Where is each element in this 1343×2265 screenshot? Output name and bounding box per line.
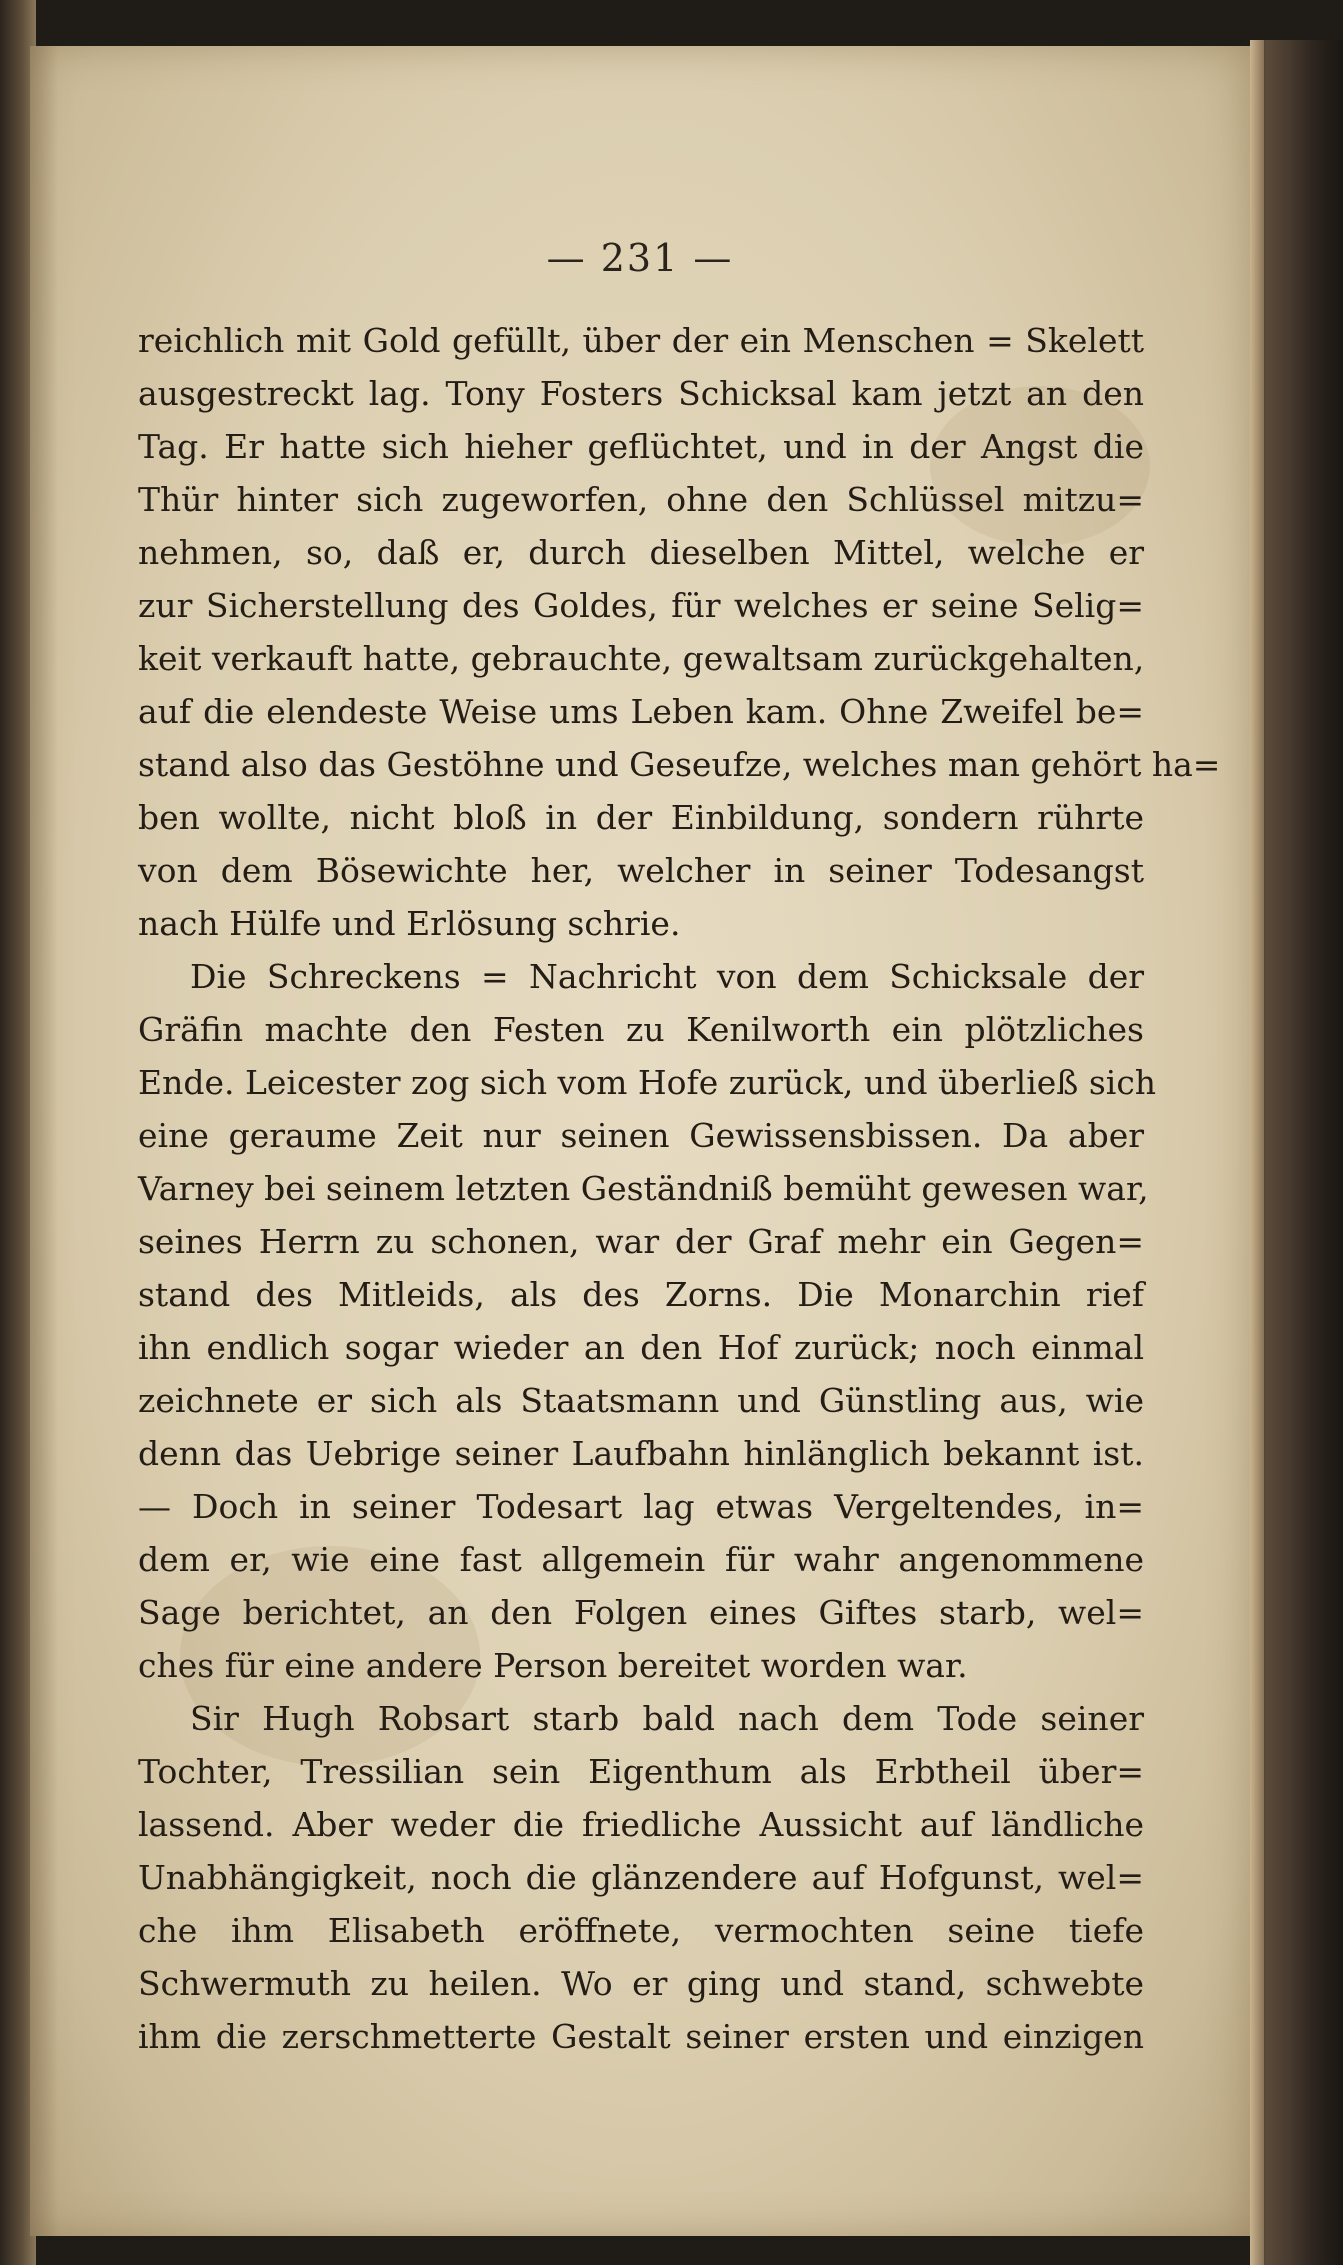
text-line: Tochter, Tressilian sein Eigenthum als Erbtheil über=	[138, 1752, 1144, 1791]
paragraph	[138, 950, 1157, 1692]
text-line: nehmen, so, daß er, durch dieselben Mittel, welche er	[138, 533, 1144, 572]
text-line: ches für eine andere Person bereitet worden war.	[138, 1646, 968, 1685]
text-line: Sage berichtet, an den Folgen eines Giftes starb, wel=	[138, 1593, 1144, 1632]
page-stack-edge	[1250, 40, 1264, 2265]
text-line: ben wollte, nicht bloß in der Einbildung, sondern rührte	[138, 798, 1144, 837]
text-line: denn das Uebrige seiner Laufbahn hinlänglich bekannt ist.	[138, 1434, 1144, 1473]
text-line: Die Schreckens = Nachricht von dem Schicksale der	[190, 957, 1144, 996]
book-page	[30, 46, 1250, 2236]
page-number: — 231 —	[546, 236, 734, 280]
text-line: Gräfin machte den Festen zu Kenilworth ein plötzliches	[138, 1010, 1144, 1049]
text-line: Tag. Er hatte sich hieher geflüchtet, und in der Angst die	[138, 427, 1144, 466]
text-line: ausgestreckt lag. Tony Fosters Schicksal kam jetzt an den	[138, 374, 1144, 413]
text-line: zeichnete er sich als Staatsmann und Günstling aus, wie	[138, 1381, 1144, 1420]
body-text	[138, 314, 1221, 2063]
text-line: seines Herrn zu schonen, war der Graf mehr ein Gegen=	[138, 1222, 1144, 1261]
text-line: zur Sicherstellung des Goldes, für welches er seine Selig=	[138, 586, 1144, 625]
text-line: stand also das Gestöhne und Geseufze, welches man gehört ha=	[138, 745, 1221, 784]
text-line: eine geraume Zeit nur seinen Gewissensbissen. Da aber	[138, 1116, 1144, 1155]
text-line: ihn endlich sogar wieder an den Hof zurück; noch einmal	[138, 1328, 1144, 1367]
text-line: reichlich mit Gold gefüllt, über der ein Menschen = Skelett	[138, 321, 1144, 360]
text-line: dem er, wie eine fast allgemein für wahr angenommene	[138, 1540, 1144, 1579]
text-line: auf die elendeste Weise ums Leben kam. Ohne Zweifel be=	[138, 692, 1144, 731]
text-line: nach Hülfe und Erlösung schrie.	[138, 904, 681, 943]
text-line: Unabhängigkeit, noch die glänzendere auf Hofgunst, wel=	[138, 1858, 1144, 1897]
text-line: von dem Bösewichte her, welcher in seiner Todesangst	[138, 851, 1144, 890]
text-line: che ihm Elisabeth eröffnete, vermochten seine tiefe	[138, 1911, 1144, 1950]
text-line: Ende. Leicester zog sich vom Hofe zurück, und überließ sich	[138, 1063, 1157, 1102]
text-line: Schwermuth zu heilen. Wo er ging und stand, schwebte	[138, 1964, 1144, 2003]
text-line: stand des Mitleids, als des Zorns. Die Monarchin rief	[138, 1275, 1144, 1314]
paragraph	[138, 1692, 1144, 2063]
text-line: ihm die zerschmetterte Gestalt seiner ersten und einzigen	[138, 2017, 1144, 2056]
paragraph	[138, 314, 1221, 950]
book-cover-edge	[1250, 40, 1343, 2265]
text-line: Sir Hugh Robsart starb bald nach dem Tode seiner	[190, 1699, 1144, 1738]
text-line: Varney bei seinem letzten Geständniß bemüht gewesen war,	[138, 1169, 1149, 1208]
text-line: lassend. Aber weder die friedliche Aussicht auf ländliche	[138, 1805, 1144, 1844]
text-line: keit verkauft hatte, gebrauchte, gewaltsam zurückgehalten,	[138, 639, 1145, 678]
text-line: — Doch in seiner Todesart lag etwas Vergeltendes, in=	[138, 1487, 1144, 1526]
text-line: Thür hinter sich zugeworfen, ohne den Schlüssel mitzu=	[138, 480, 1144, 519]
